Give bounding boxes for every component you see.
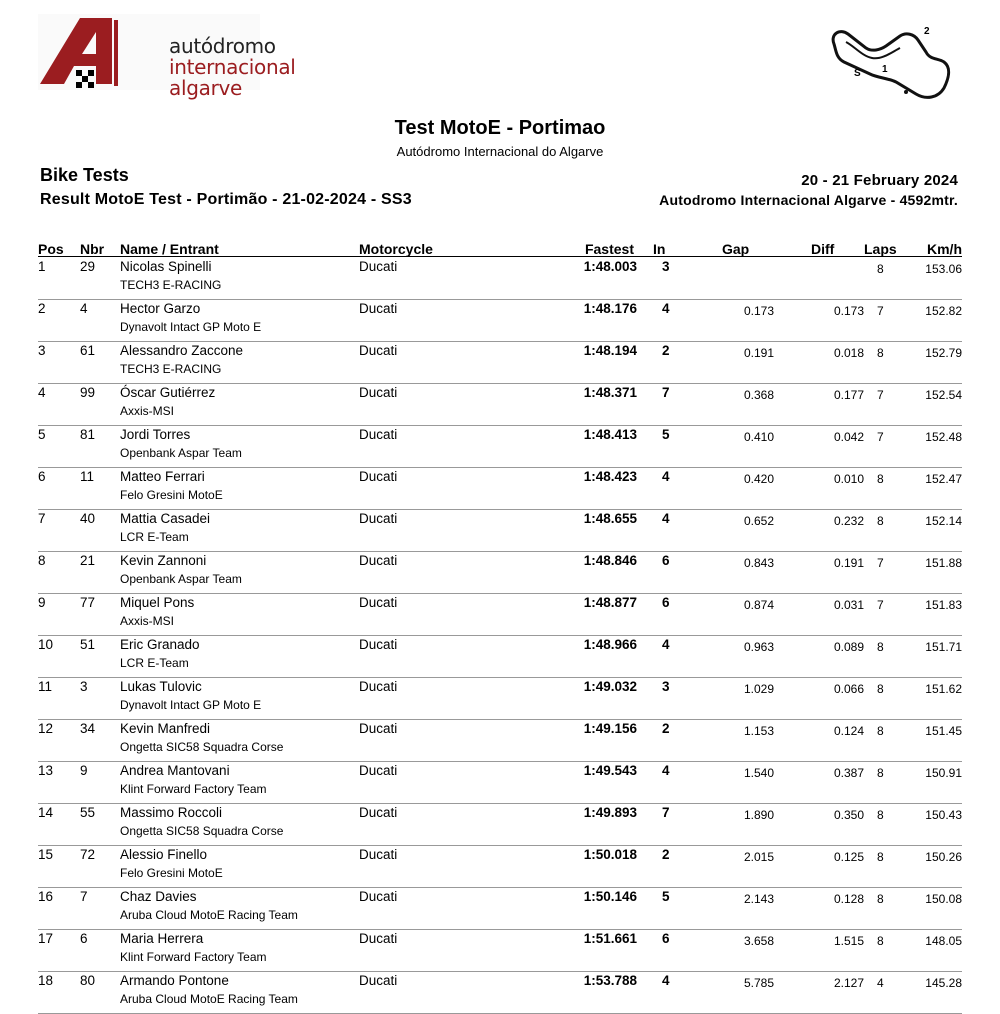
- number-cell: 3: [80, 679, 88, 694]
- motorcycle-cell: Ducati: [359, 847, 398, 862]
- number-cell: 6: [80, 931, 88, 946]
- number-cell: 99: [80, 385, 96, 400]
- table-row: [38, 972, 962, 1014]
- gap-cell: 0.173: [743, 304, 774, 318]
- diff-cell: 0.089: [833, 640, 864, 654]
- pos-cell: 1: [38, 259, 46, 274]
- motorcycle-cell: Ducati: [359, 889, 398, 904]
- gap-cell: 0.420: [743, 472, 774, 486]
- entrant-name: Klint Forward Factory Team: [120, 950, 267, 964]
- number-cell: 81: [80, 427, 96, 442]
- col-gap: Gap: [722, 241, 750, 257]
- table-row: [38, 300, 962, 342]
- circuit-logo: [38, 14, 296, 100]
- speed-cell: 152.14: [925, 514, 962, 528]
- gap-cell: 2.015: [743, 850, 774, 864]
- speed-cell: 148.05: [925, 934, 962, 948]
- speed-cell: 152.48: [925, 430, 962, 444]
- entrant-name: Dynavolt Intact GP Moto E: [120, 320, 262, 334]
- header-divider: [38, 256, 962, 257]
- track-map: [826, 22, 956, 110]
- table-row: [38, 468, 962, 510]
- pos-cell: 8: [38, 553, 46, 568]
- track-sector-s-label: S: [854, 68, 861, 79]
- motorcycle-cell: Ducati: [359, 931, 398, 946]
- speed-cell: 152.54: [925, 388, 962, 402]
- pos-cell: 16: [38, 889, 54, 904]
- laps-cell: 8: [877, 640, 884, 654]
- speed-cell: 152.47: [925, 472, 962, 486]
- lap-in-cell: 3: [662, 259, 670, 274]
- fastest-lap-cell: 1:48.003: [583, 259, 637, 274]
- motorcycle-cell: Ducati: [359, 427, 398, 442]
- laps-cell: 8: [877, 682, 884, 696]
- lap-in-cell: 2: [662, 847, 670, 862]
- fastest-lap-cell: 1:49.893: [583, 805, 637, 820]
- motorcycle-cell: Ducati: [359, 973, 398, 988]
- number-cell: 55: [80, 805, 96, 820]
- gap-cell: 3.658: [743, 934, 774, 948]
- laps-cell: 8: [877, 724, 884, 738]
- entrant-name: Dynavolt Intact GP Moto E: [120, 698, 262, 712]
- gap-cell: 1.890: [743, 808, 774, 822]
- pos-cell: 11: [38, 679, 53, 694]
- lap-in-cell: 4: [662, 469, 670, 484]
- lap-in-cell: 4: [662, 511, 670, 526]
- table-row: [38, 636, 962, 678]
- laps-cell: 7: [877, 598, 884, 612]
- diff-cell: 0.018: [833, 346, 864, 360]
- pos-cell: 18: [38, 973, 54, 988]
- col-fastest: Fastest: [584, 241, 634, 257]
- fastest-lap-cell: 1:48.371: [583, 385, 637, 400]
- table-row: [38, 930, 962, 972]
- pos-cell: 10: [38, 637, 54, 652]
- motorcycle-cell: Ducati: [359, 385, 398, 400]
- lap-in-cell: 7: [662, 385, 670, 400]
- speed-cell: 150.43: [925, 808, 962, 822]
- motorcycle-cell: Ducati: [359, 553, 398, 568]
- diff-cell: 0.031: [833, 598, 864, 612]
- number-cell: 72: [80, 847, 96, 862]
- entrant-name: LCR E-Team: [120, 656, 189, 670]
- diff-cell: 0.232: [833, 514, 864, 528]
- entrant-name: Aruba Cloud MotoE Racing Team: [120, 908, 298, 922]
- lap-in-cell: 7: [662, 805, 670, 820]
- lap-in-cell: 2: [662, 343, 670, 358]
- fastest-lap-cell: 1:48.966: [583, 637, 637, 652]
- diff-cell: 0.042: [833, 430, 864, 444]
- rider-name: Chaz Davies: [120, 889, 197, 904]
- laps-cell: 7: [877, 556, 884, 570]
- laps-cell: 7: [877, 430, 884, 444]
- motorcycle-cell: Ducati: [359, 469, 398, 484]
- diff-cell: 0.066: [833, 682, 864, 696]
- gap-cell: 0.191: [743, 346, 774, 360]
- table-row: [38, 846, 962, 888]
- laps-cell: 7: [877, 304, 884, 318]
- fastest-lap-cell: 1:48.194: [583, 343, 637, 358]
- document-subtitle: Autódromo Internacional do Algarve: [396, 144, 604, 159]
- fastest-lap-cell: 1:48.423: [583, 469, 637, 484]
- table-row: [38, 552, 962, 594]
- entrant-name: Klint Forward Factory Team: [120, 782, 267, 796]
- diff-cell: 1.515: [833, 934, 864, 948]
- rider-name: Alessandro Zaccone: [120, 343, 244, 358]
- fastest-lap-cell: 1:48.846: [583, 553, 637, 568]
- laps-cell: 4: [877, 976, 884, 990]
- logo-wordmark: [169, 36, 296, 99]
- speed-cell: 145.28: [925, 976, 962, 990]
- event-dates: 20 - 21 February 2024: [801, 172, 958, 189]
- fastest-lap-cell: 1:51.661: [583, 931, 637, 946]
- speed-cell: 150.91: [925, 766, 962, 780]
- lap-in-cell: 2: [662, 721, 670, 736]
- fastest-lap-cell: 1:48.413: [583, 427, 637, 442]
- speed-cell: 151.88: [925, 556, 962, 570]
- rider-name: Miquel Pons: [120, 595, 195, 610]
- col-laps: Laps: [864, 241, 897, 257]
- diff-cell: 0.177: [833, 388, 864, 402]
- section-heading: Bike Tests: [40, 165, 129, 185]
- logo-line-1: autódromo: [169, 34, 276, 58]
- rider-name: Eric Granado: [120, 637, 200, 652]
- number-cell: 51: [80, 637, 96, 652]
- laps-cell: 8: [877, 472, 884, 486]
- motorcycle-cell: Ducati: [359, 763, 398, 778]
- col-pos: Pos: [38, 241, 64, 257]
- lap-in-cell: 3: [662, 679, 670, 694]
- results-table: [0, 258, 1000, 1014]
- diff-cell: 0.191: [833, 556, 864, 570]
- table-row: [38, 258, 962, 300]
- speed-cell: 151.83: [925, 598, 962, 612]
- col-in: In: [653, 241, 666, 257]
- pos-cell: 17: [38, 931, 54, 946]
- gap-cell: 2.143: [743, 892, 774, 906]
- laps-cell: 8: [877, 262, 884, 276]
- track-sector-1-label: 1: [882, 64, 888, 75]
- number-cell: 61: [80, 343, 96, 358]
- laps-cell: 8: [877, 892, 884, 906]
- gap-cell: 0.963: [743, 640, 774, 654]
- pos-cell: 6: [38, 469, 46, 484]
- entrant-name: Aruba Cloud MotoE Racing Team: [120, 992, 298, 1006]
- rider-name: Maria Herrera: [120, 931, 204, 946]
- col-nbr: Nbr: [80, 241, 105, 257]
- pos-cell: 14: [38, 805, 54, 820]
- entrant-name: Ongetta SIC58 Squadra Corse: [120, 824, 284, 838]
- result-heading: Result MotoE Test - Portimão - 21-02-2024 - SS3: [40, 191, 412, 208]
- speed-cell: 153.06: [925, 262, 962, 276]
- laps-cell: 7: [877, 388, 884, 402]
- fastest-lap-cell: 1:50.018: [583, 847, 637, 862]
- pos-cell: 5: [38, 427, 46, 442]
- diff-cell: 0.128: [833, 892, 864, 906]
- number-cell: 9: [80, 763, 88, 778]
- table-row: [38, 762, 962, 804]
- table-header: [0, 241, 1000, 257]
- laps-cell: 8: [877, 766, 884, 780]
- number-cell: 11: [80, 469, 95, 484]
- table-row: [38, 720, 962, 762]
- fastest-lap-cell: 1:49.543: [583, 763, 637, 778]
- table-row: [38, 594, 962, 636]
- gap-cell: 0.368: [743, 388, 774, 402]
- speed-cell: 151.71: [925, 640, 962, 654]
- table-row: [38, 342, 962, 384]
- fastest-lap-cell: 1:48.176: [583, 301, 637, 316]
- rider-name: Lukas Tulovic: [120, 679, 202, 694]
- col-kmh: Km/h: [927, 241, 962, 257]
- laps-cell: 8: [877, 934, 884, 948]
- entrant-name: Felo Gresini MotoE: [120, 866, 223, 880]
- logo-line-3: algarve: [169, 76, 243, 100]
- pos-cell: 13: [38, 763, 54, 778]
- rider-name: Armando Pontone: [120, 973, 229, 988]
- number-cell: 7: [80, 889, 88, 904]
- number-cell: 21: [80, 553, 96, 568]
- rider-name: Matteo Ferrari: [120, 469, 205, 484]
- table-row: [38, 426, 962, 468]
- diff-cell: 0.010: [833, 472, 864, 486]
- fastest-lap-cell: 1:48.655: [583, 511, 637, 526]
- motorcycle-cell: Ducati: [359, 259, 398, 274]
- entrant-name: Axxis-MSI: [120, 404, 174, 418]
- lap-in-cell: 6: [662, 931, 670, 946]
- gap-cell: 0.843: [743, 556, 774, 570]
- table-row: [38, 888, 962, 930]
- lap-in-cell: 4: [662, 973, 670, 988]
- diff-cell: 0.350: [833, 808, 864, 822]
- motorcycle-cell: Ducati: [359, 637, 398, 652]
- lap-in-cell: 4: [662, 301, 670, 316]
- laps-cell: 8: [877, 514, 884, 528]
- entrant-name: Openbank Aspar Team: [120, 446, 242, 460]
- track-sector-2-label: 2: [924, 26, 930, 37]
- rider-name: Hector Garzo: [120, 301, 201, 316]
- logo-line-2: internacional: [169, 55, 296, 79]
- entrant-name: Axxis-MSI: [120, 614, 174, 628]
- lap-in-cell: 5: [662, 427, 670, 442]
- motorcycle-cell: Ducati: [359, 805, 398, 820]
- rider-name: Mattia Casadei: [120, 511, 211, 526]
- entrant-name: TECH3 E-RACING: [120, 362, 222, 376]
- motorcycle-cell: Ducati: [359, 511, 398, 526]
- number-cell: 4: [80, 301, 88, 316]
- speed-cell: 152.79: [925, 346, 962, 360]
- gap-cell: 1.540: [743, 766, 774, 780]
- laps-cell: 8: [877, 346, 884, 360]
- col-motorcycle: Motorcycle: [359, 241, 433, 257]
- gap-cell: 0.874: [743, 598, 774, 612]
- pos-cell: 3: [38, 343, 46, 358]
- laps-cell: 8: [877, 808, 884, 822]
- pos-cell: 7: [38, 511, 46, 526]
- pos-cell: 15: [38, 847, 54, 862]
- gap-cell: 0.652: [743, 514, 774, 528]
- diff-cell: 2.127: [833, 976, 864, 990]
- rider-name: Nicolas Spinelli: [120, 259, 212, 274]
- rider-name: Kevin Zannoni: [120, 553, 207, 568]
- table-row: [38, 384, 962, 426]
- entrant-name: Felo Gresini MotoE: [120, 488, 223, 502]
- diff-cell: 0.125: [833, 850, 864, 864]
- speed-cell: 151.62: [925, 682, 962, 696]
- lap-in-cell: 6: [662, 595, 670, 610]
- gap-cell: 1.153: [743, 724, 774, 738]
- fastest-lap-cell: 1:49.032: [583, 679, 637, 694]
- lap-in-cell: 4: [662, 637, 670, 652]
- number-cell: 34: [80, 721, 96, 736]
- entrant-name: Openbank Aspar Team: [120, 572, 242, 586]
- pos-cell: 4: [38, 385, 46, 400]
- speed-cell: 150.26: [925, 850, 962, 864]
- rider-name: Massimo Roccoli: [120, 805, 223, 820]
- motorcycle-cell: Ducati: [359, 595, 398, 610]
- rider-name: Kevin Manfredi: [120, 721, 211, 736]
- fastest-lap-cell: 1:48.877: [583, 595, 637, 610]
- fastest-lap-cell: 1:53.788: [583, 973, 637, 988]
- table-row: [38, 804, 962, 846]
- entrant-name: Ongetta SIC58 Squadra Corse: [120, 740, 284, 754]
- number-cell: 40: [80, 511, 96, 526]
- fastest-lap-cell: 1:50.146: [583, 889, 637, 904]
- fastest-lap-cell: 1:49.156: [583, 721, 637, 736]
- table-row: [38, 510, 962, 552]
- rider-name: Alessio Finello: [120, 847, 208, 862]
- lap-in-cell: 5: [662, 889, 670, 904]
- laps-cell: 8: [877, 850, 884, 864]
- diff-cell: 0.173: [833, 304, 864, 318]
- gap-cell: 0.410: [743, 430, 774, 444]
- document-title: Test MotoE - Portimao: [394, 117, 606, 139]
- table-row: [38, 678, 962, 720]
- venue-info: Autodromo Internacional Algarve - 4592mtr.: [659, 192, 958, 208]
- number-cell: 80: [80, 973, 96, 988]
- motorcycle-cell: Ducati: [359, 679, 398, 694]
- motorcycle-cell: Ducati: [359, 721, 398, 736]
- diff-cell: 0.387: [833, 766, 864, 780]
- entrant-name: LCR E-Team: [120, 530, 189, 544]
- lap-in-cell: 4: [662, 763, 670, 778]
- diff-cell: 0.124: [833, 724, 864, 738]
- lap-in-cell: 6: [662, 553, 670, 568]
- rider-name: Andrea Mantovani: [120, 763, 230, 778]
- pos-cell: 9: [38, 595, 46, 610]
- speed-cell: 152.82: [925, 304, 962, 318]
- motorcycle-cell: Ducati: [359, 301, 398, 316]
- gap-cell: 5.785: [743, 976, 774, 990]
- track-layout-icon: [826, 22, 956, 110]
- speed-cell: 151.45: [925, 724, 962, 738]
- col-name: Name / Entrant: [120, 241, 219, 257]
- rider-name: Jordi Torres: [120, 427, 191, 442]
- number-cell: 29: [80, 259, 96, 274]
- rider-name: Óscar Gutiérrez: [120, 385, 216, 400]
- motorcycle-cell: Ducati: [359, 343, 398, 358]
- number-cell: 77: [80, 595, 96, 610]
- pos-cell: 2: [38, 301, 46, 316]
- entrant-name: TECH3 E-RACING: [120, 278, 222, 292]
- pos-cell: 12: [38, 721, 54, 736]
- gap-cell: 1.029: [743, 682, 774, 696]
- col-diff: Diff: [811, 241, 835, 257]
- speed-cell: 150.08: [925, 892, 962, 906]
